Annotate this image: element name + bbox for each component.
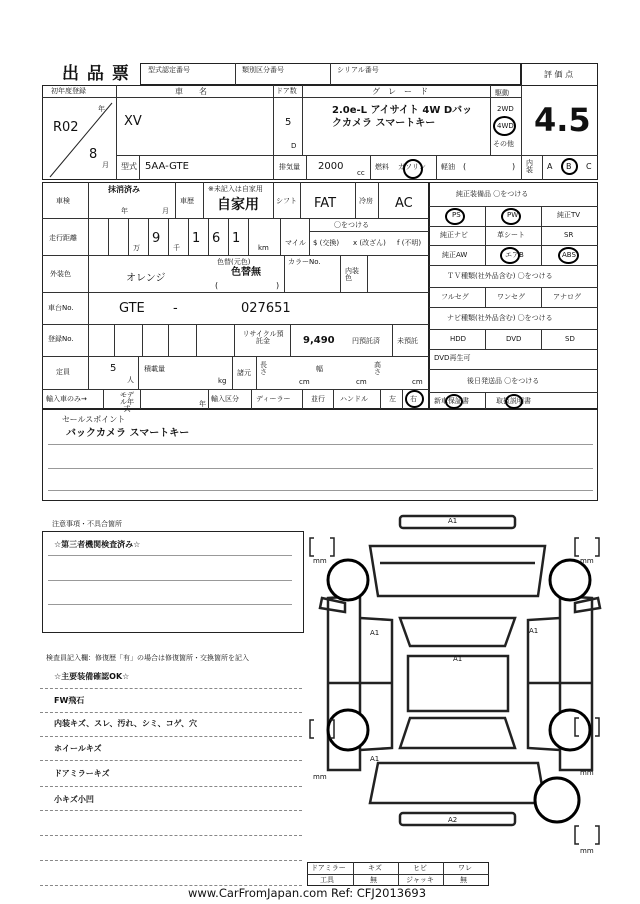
serial-label: シリアル番号 — [337, 66, 379, 74]
mirror-value-2: 無 — [370, 876, 377, 884]
usage-note: ※未記入は自家用 — [208, 185, 263, 193]
car-damage-diagram — [300, 508, 620, 868]
mileage-digit-6: 1 — [232, 231, 241, 246]
navi-dvd: DVD — [506, 335, 522, 343]
mirror-value-3: ジャッキ — [406, 876, 434, 884]
ac-label: 冷房 — [359, 197, 373, 205]
inspection-table — [42, 182, 429, 409]
doors-unit: D — [291, 142, 297, 150]
mirror-value-4: 無 — [460, 876, 467, 884]
mirror-value-1: 工具 — [320, 876, 334, 884]
shaken-year-unit: 年 — [121, 207, 128, 215]
capacity-unit: 人 — [127, 376, 134, 384]
car-name: XV — [124, 114, 142, 129]
recycle-label: リサイクル預託金 — [242, 330, 284, 345]
color-paren-close: ) — [276, 281, 280, 290]
damage-label-right-door: A1 — [529, 627, 539, 635]
displacement-unit: cc — [357, 169, 365, 177]
dims-label: 諸元 — [237, 369, 251, 377]
equip-abs: ABS — [562, 251, 576, 259]
length-label: 長さ — [260, 361, 267, 376]
import-label: 輸入車のみ→ — [46, 395, 87, 403]
interior-color-label: 内装色 — [345, 267, 359, 282]
tv-title: ＴＶ種類(社外品含む) 〇をつける — [447, 272, 553, 280]
mm-unit-spare: mm — [580, 847, 594, 855]
damage-label-left-rear: A1 — [370, 755, 380, 763]
selling-points-box — [42, 409, 598, 501]
equip-airbag: エアB — [505, 251, 524, 259]
mileage-digit-4: 1 — [192, 231, 201, 246]
evaluation-score: 4.5 — [534, 101, 591, 139]
inspector-line-2: FW飛石 — [54, 696, 85, 705]
mileage-digit-5: 6 — [212, 231, 221, 246]
usage-value: 自家用 — [217, 197, 259, 213]
color-paren-open: ( — [215, 281, 219, 290]
meter-circle-label: 〇をつける — [334, 221, 369, 229]
mirror-header-4: ワレ — [458, 864, 472, 872]
mm-unit-fr: mm — [580, 557, 594, 565]
tv-oneseg: ワンセグ — [497, 293, 525, 301]
load-label: 積載量 — [144, 365, 165, 373]
inspector-line-3: 内装キズ、スレ、汚れ、シミ、コゲ、穴 — [54, 719, 198, 728]
interior-b-circle-mark — [561, 158, 578, 175]
damage-label-left-door: A1 — [370, 629, 380, 637]
displacement-value: 2000 — [318, 161, 344, 172]
dealer-label: ディーラー — [256, 395, 291, 403]
fuel-paren-open: ( — [463, 162, 467, 171]
month-unit: 月 — [102, 161, 109, 169]
damage-label-front-bumper: A1 — [448, 517, 458, 525]
tv-analog: アナログ — [553, 293, 581, 301]
drive-other: その他 — [493, 140, 514, 148]
manual-circle-mark — [505, 394, 523, 409]
chassis-label: 車台No. — [48, 304, 74, 312]
mm-unit-rr: mm — [580, 769, 594, 777]
damage-label-rear-bumper: A2 — [448, 816, 458, 824]
selling-points-label: セールスポイント — [62, 415, 126, 424]
genuine-title: 純正装備品 〇をつける — [456, 190, 529, 198]
chassis-number: 027651 — [241, 301, 291, 316]
shift-value: FAT — [314, 196, 337, 211]
chassis-prefix: GTE — [119, 301, 145, 316]
color-change-label: 色替(元色) — [217, 258, 251, 266]
model-code: 5AA-GTE — [145, 161, 189, 172]
evaluation-label: 評 価 点 — [544, 70, 574, 79]
grade-label: グ レ ー ド — [372, 87, 428, 96]
length-cm-unit: cm — [299, 378, 310, 386]
kg-unit: kg — [218, 377, 227, 385]
mirror-header-3: ヒビ — [413, 864, 427, 872]
color-no-label: カラーNo. — [288, 258, 321, 266]
reg-month: 8 — [89, 147, 98, 162]
warranty-circle-mark — [445, 394, 463, 409]
drive-label: 駆動 — [495, 89, 509, 97]
navi-sd: SD — [565, 335, 575, 343]
fuel-light-oil: 軽油 — [441, 163, 455, 171]
equip-pw: PW — [507, 211, 519, 219]
equip-ps: PS — [452, 211, 461, 219]
man-unit: 万 — [133, 244, 140, 252]
inspector-line-6: 小キズ小凹 — [54, 795, 94, 804]
tv-fullseg: フルセグ — [441, 293, 469, 301]
reg-year: R02 — [53, 120, 79, 135]
mirror-header-2: キズ — [368, 864, 382, 872]
interior-b: B — [566, 162, 572, 171]
ps-circle-mark — [445, 208, 465, 225]
later-warranty: 新車保証書 — [434, 397, 469, 405]
interior-a: A — [547, 162, 553, 171]
displacement-label: 排気量 — [279, 163, 300, 171]
doors-value: 5 — [285, 117, 292, 128]
later-manual: 取扱説明書 — [496, 397, 531, 405]
mirror-header-1: ドアミラー — [311, 864, 346, 872]
airbag-circle-mark — [500, 247, 520, 264]
car-name-label: 車 名 — [175, 87, 207, 96]
shaken-value: 抹消済み — [108, 185, 140, 194]
navi-title: ナビ種類(社外品含む) 〇をつける — [447, 314, 553, 322]
parallel-label: 並行 — [311, 395, 325, 403]
mile-label: マイル — [285, 239, 306, 247]
width-cm-unit: cm — [356, 378, 367, 386]
watermark-text: www.CarFromJapan.com Ref: CFJ2013693 — [188, 886, 427, 900]
recycle-unpaid: 未預託 — [397, 337, 418, 345]
pw-circle-mark — [501, 208, 521, 225]
color-change-value: 色替無 — [231, 267, 261, 278]
color-value: オレンジ — [126, 273, 166, 284]
equip-tv: 純正TV — [557, 211, 581, 219]
right-label: 右 — [410, 395, 417, 403]
equip-sr: SR — [564, 231, 574, 239]
shaken-month-unit: 月 — [162, 207, 169, 215]
damage-label-roof: A1 — [453, 655, 463, 663]
model-year-label: モデル年式 — [120, 391, 134, 413]
gasoline-circle-mark — [403, 159, 423, 179]
year-unit: 年 — [98, 105, 105, 113]
handle-label: ハンドル — [340, 395, 368, 403]
doors-label: ドア数 — [276, 87, 297, 95]
selling-points-text: バックカメラ スマートキー — [66, 428, 190, 439]
usage-label: 車歴 — [180, 197, 194, 205]
model-label: 型式 — [121, 162, 137, 171]
caution-label: 注意事項・不具合箇所 — [52, 520, 122, 528]
height-cm-unit: cm — [412, 378, 423, 386]
import-type-label: 輸入区分 — [211, 395, 239, 403]
mileage-digit-3: 9 — [152, 231, 161, 246]
inspector-line-1: ☆主要装備確認OK☆ — [54, 672, 130, 681]
drive-2wd: 2WD — [497, 105, 514, 113]
capacity-label: 定員 — [56, 368, 70, 376]
navi-hdd: HDD — [450, 335, 467, 343]
inspector-line-5: ドアミラーキズ — [54, 769, 110, 778]
right-circle-mark — [405, 390, 424, 408]
abs-circle-mark — [558, 247, 579, 264]
inspector-line-4: ホイールキズ — [54, 744, 102, 753]
equip-aw: 純正AW — [442, 251, 468, 259]
model-cert-label: 型式認定番号 — [148, 66, 190, 74]
recycle-value: 9,490 — [303, 335, 335, 346]
later-title: 後日発送品 〇をつける — [467, 377, 540, 385]
mm-unit-fl: mm — [313, 557, 327, 565]
color-label: 外装色 — [50, 270, 71, 278]
capacity-value: 5 — [110, 363, 117, 374]
sen-unit: 千 — [173, 244, 180, 252]
km-unit: km — [258, 244, 269, 252]
width-label: 幅 — [316, 365, 323, 373]
recycle-unit: 円預託済 — [352, 337, 380, 345]
left-label: 左 — [389, 395, 396, 403]
4wd-circle-mark — [493, 116, 516, 136]
interior-c: C — [586, 162, 592, 171]
grade-value: 2.0e-L アイサイト 4W Dバックカメラ スマートキー — [332, 105, 473, 129]
caution-line-1: ☆第三者機関検査済み☆ — [54, 540, 141, 549]
category-label: 類別区分番号 — [242, 66, 284, 74]
first-reg-label: 初年度登録 — [51, 87, 86, 95]
chassis-dash: - — [173, 301, 178, 316]
ac-value: AC — [395, 196, 413, 211]
meter-exchange: $ (交換) — [313, 239, 340, 247]
fuel-paren-close: ) — [512, 162, 516, 171]
inspector-label: 検査員記入欄：修復歴「有」の場合は修復箇所・交換箇所を記入 — [46, 654, 249, 662]
equip-navi: 純正ナビ — [440, 231, 468, 239]
form-title: 出 品 票 — [62, 64, 130, 84]
meter-modified: x (改ざん) — [353, 239, 386, 247]
shaken-label: 車検 — [56, 197, 70, 205]
mileage-label: 走行距離 — [49, 234, 77, 242]
dvd-label: DVD再生可 — [434, 354, 471, 362]
import-year-unit: 年 — [199, 400, 206, 408]
fuel-gasoline: ガソリン — [398, 163, 426, 171]
reg-no-label: 登録No. — [48, 335, 74, 343]
height-label: 高さ — [374, 361, 381, 376]
drive-4wd: 4WD — [497, 122, 514, 130]
shift-label: シフト — [276, 197, 297, 205]
interior-label: 内装 — [526, 159, 533, 174]
equip-leather: 革シート — [497, 231, 525, 239]
mm-unit-rl: mm — [313, 773, 327, 781]
meter-unknown: f (不明) — [397, 239, 422, 247]
fuel-label: 燃料 — [375, 163, 389, 171]
